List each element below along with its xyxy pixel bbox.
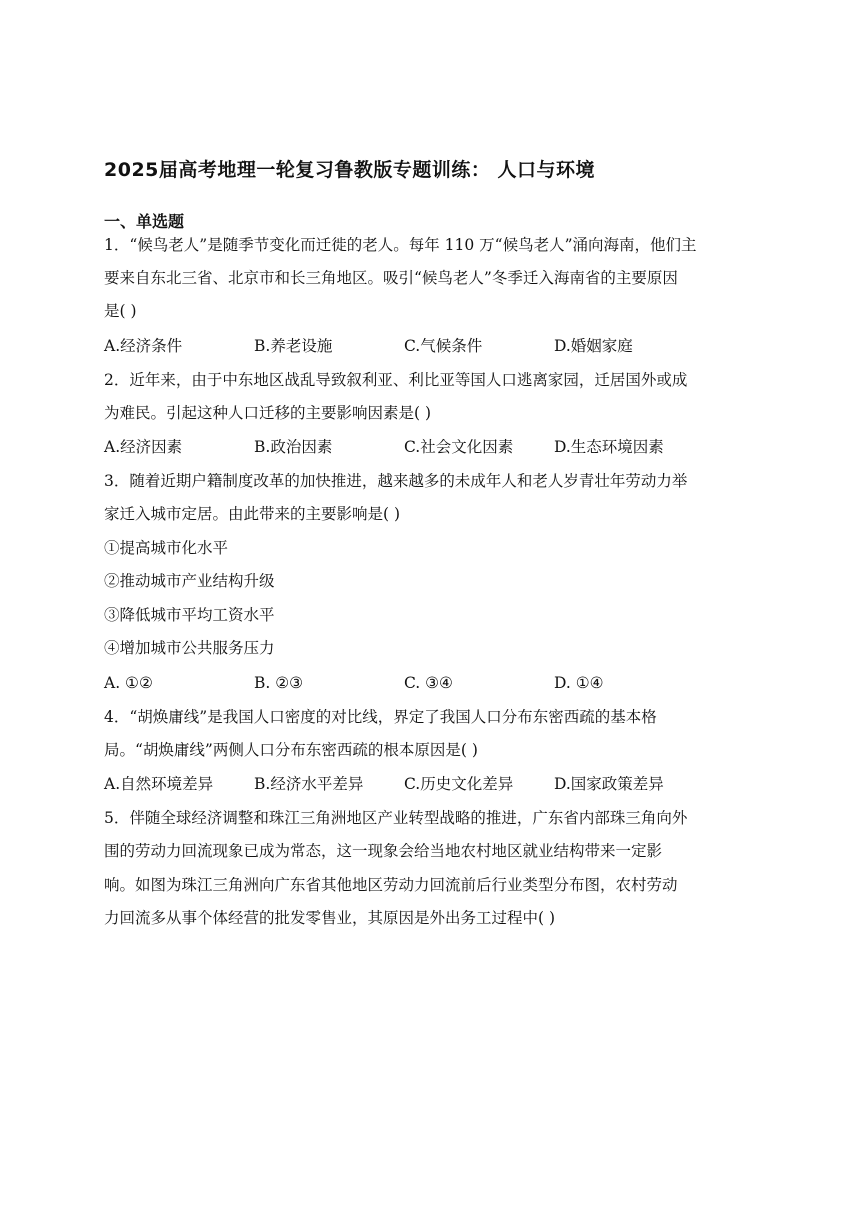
option-a[interactable]: A.自然环境差异 <box>104 775 214 793</box>
option-c[interactable]: C.气候条件 <box>404 337 483 355</box>
question-text-line: 围的劳动力回流现象已成为常态，这一现象会给当地农村地区就业结构带来一定影 <box>104 842 663 860</box>
question-text-line: 5．伴随全球经济调整和珠江三角洲地区产业转型战略的推进，广东省内部珠三角向外 <box>104 809 688 827</box>
document-title: 2025届高考地理一轮复习鲁教版专题训练： 人口与环境 <box>104 159 595 181</box>
option-c[interactable]: C.社会文化因素 <box>404 438 514 456</box>
statement-item: ③降低城市平均工资水平 <box>104 606 275 624</box>
question-text-line: 4．“胡焕庸线”是我国人口密度的对比线，界定了我国人口分布东密西疏的基本格 <box>104 708 657 726</box>
option-b[interactable]: B. ②③ <box>254 674 304 692</box>
option-d[interactable]: D.婚姻家庭 <box>554 337 633 355</box>
question-text-line: 响。如图为珠江三角洲向广东省其他地区劳动力回流前后行业类型分布图，农村劳动 <box>104 876 678 894</box>
option-a[interactable]: A. ①② <box>104 674 153 692</box>
section-heading: 一、单选题 <box>104 212 185 231</box>
question-text-line: 3．随着近期户籍制度改革的加快推进，越来越多的未成年人和老人岁青壮年劳动力举 <box>104 472 688 490</box>
option-b[interactable]: B.政治因素 <box>254 438 333 456</box>
question-text-line: 是( ) <box>104 302 137 320</box>
question-text-line: 家迁入城市定居。由此带来的主要影响是( ) <box>104 505 401 523</box>
option-b[interactable]: B.经济水平差异 <box>254 775 364 793</box>
option-a[interactable]: A.经济因素 <box>104 438 183 456</box>
option-c[interactable]: C.历史文化差异 <box>404 775 514 793</box>
option-d[interactable]: D. ①④ <box>554 674 604 692</box>
question-text-line: 2．近年来，由于中东地区战乱导致叙利亚、利比亚等国人口逃离家园，迁居国外或成 <box>104 371 688 389</box>
option-d[interactable]: D.国家政策差异 <box>554 775 664 793</box>
option-a[interactable]: A.经济条件 <box>104 337 183 355</box>
option-d[interactable]: D.生态环境因素 <box>554 438 664 456</box>
option-b[interactable]: B.养老设施 <box>254 337 333 355</box>
question-text-line: 局。“胡焕庸线”两侧人口分布东密西疏的根本原因是( ) <box>104 741 478 759</box>
question-text-line: 要来自东北三省、北京市和长三角地区。吸引“候鸟老人”冬季迁入海南省的主要原因 <box>104 269 678 287</box>
question-text-line: 力回流多从事个体经营的批发零售业，其原因是外出务工过程中( ) <box>104 909 556 927</box>
statement-item: ②推动城市产业结构升级 <box>104 572 275 590</box>
option-c[interactable]: C. ③④ <box>404 674 453 692</box>
question-text-line: 1．“候鸟老人”是随季节变化而迁徙的老人。每年 110 万“候鸟老人”涌向海南，他们主 <box>104 236 697 254</box>
statement-item: ①提高城市化水平 <box>104 539 229 557</box>
question-text-line: 为难民。引起这种人口迁移的主要影响因素是( ) <box>104 404 432 422</box>
statement-item: ④增加城市公共服务压力 <box>104 639 275 657</box>
